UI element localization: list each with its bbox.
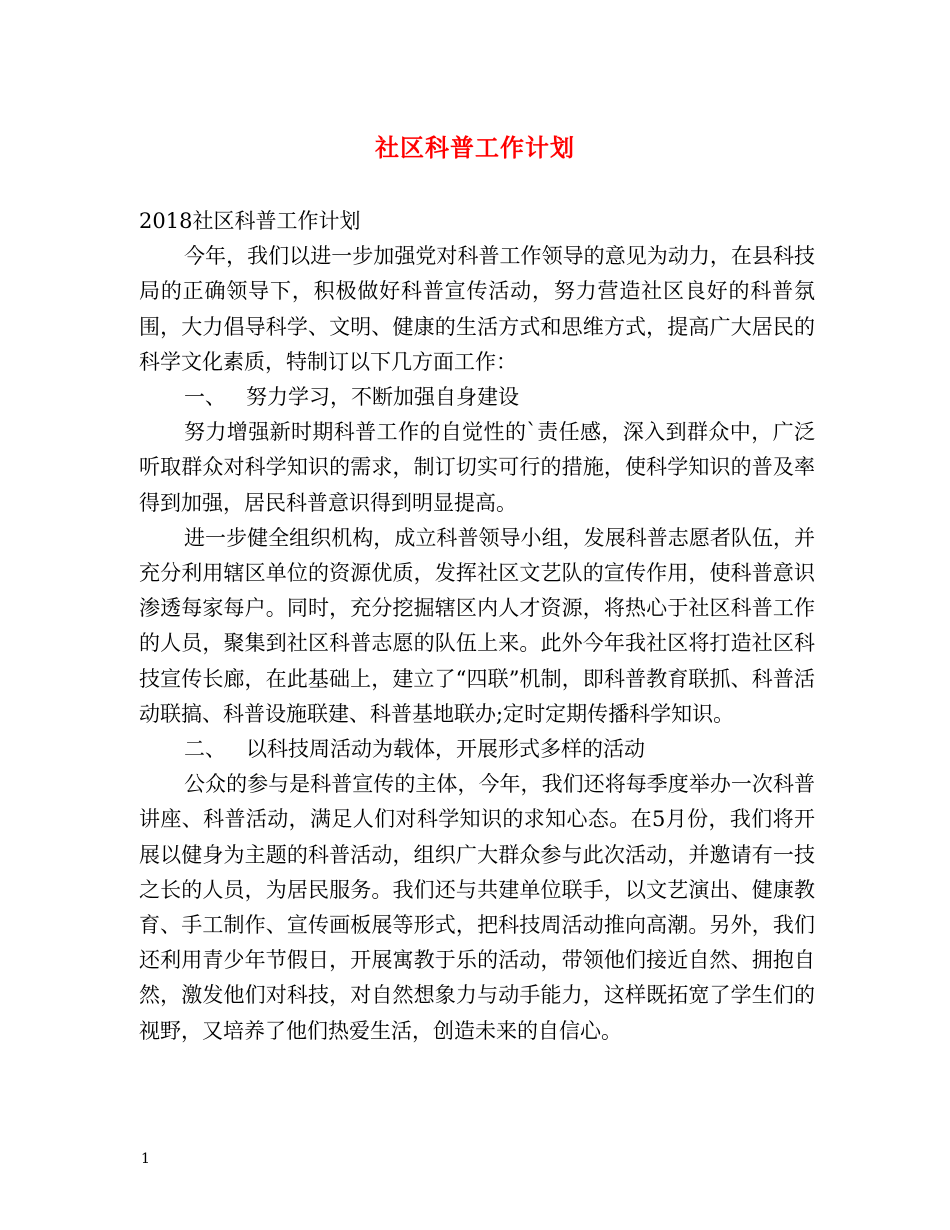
document-body — [139, 204, 815, 1049]
section-heading-1 — [139, 380, 815, 415]
document-subtitle: 2018社区科普工作计划 — [139, 209, 361, 233]
document-title: 社区科普工作计划 — [375, 133, 575, 162]
section-2-paragraph-1: 公众的参与是科普宣传的主体，今年，我们还将每季度举办一次科普讲座、科普活动，满足人们对科学知识的求知心态。在5月份，我们将开展以健身为主题的科普活动，组织广大群众参与此次活动，并邀请有一技之长的人员，为居民服务。我们还与共建单位联手，以文艺演出、健康教育、手工制作、宣传画板展等形式，把科技周活动推向高潮。另外，我们还利用青少年节假日，开展寓教于乐的活动，带领他们接近自然、拥抱自然，激发他们对科技，对自然想象力与动手能力，这样既拓宽了学生们的视野，又培养了他们热爱生活，创造未来的自信心。 — [139, 772, 815, 1043]
section-number-1: 一、 — [184, 385, 226, 410]
page-number: 1 — [141, 1151, 150, 1167]
section-heading-2 — [139, 732, 815, 767]
section-title-1: 努力学习，不断加强自身建设 — [246, 385, 519, 410]
section-title-2: 以科技周活动为载体，开展形式多样的活动 — [246, 737, 645, 762]
intro-paragraph: 今年，我们以进一步加强党对科普工作领导的意见为动力，在县科技局的正确领导下，积极做好科普宣传活动，努力营造社区良好的科普氛围，大力倡导科学、文明、健康的生活方式和思维方式，提高广大居民的科学文化素质，特制订以下几方面工作： — [139, 244, 815, 374]
section-1-paragraph-1: 努力增强新时期科普工作的自觉性的`责任感，深入到群众中，广泛听取群众对科学知识的需求，制订切实可行的措施，使科学知识的普及率得到加强，居民科普意识得到明显提高。 — [139, 420, 815, 515]
section-number-2: 二、 — [184, 737, 226, 762]
section-1-paragraph-2: 进一步健全组织机构，成立科普领导小组，发展科普志愿者队伍，并充分利用辖区单位的资源优质，发挥社区文艺队的宣传作用，使科普意识渗透每家每户。同时，充分挖掘辖区内人才资源，将热心于社区科普工作的人员，聚集到社区科普志愿的队伍上来。此外今年我社区将打造社区科技宣传长廊，在此基础上，建立了“四联”机制，即科普教育联抓、科普活动联搞、科普设施联建、科普基地联办;定时定期传播科学知识。 — [139, 525, 815, 726]
